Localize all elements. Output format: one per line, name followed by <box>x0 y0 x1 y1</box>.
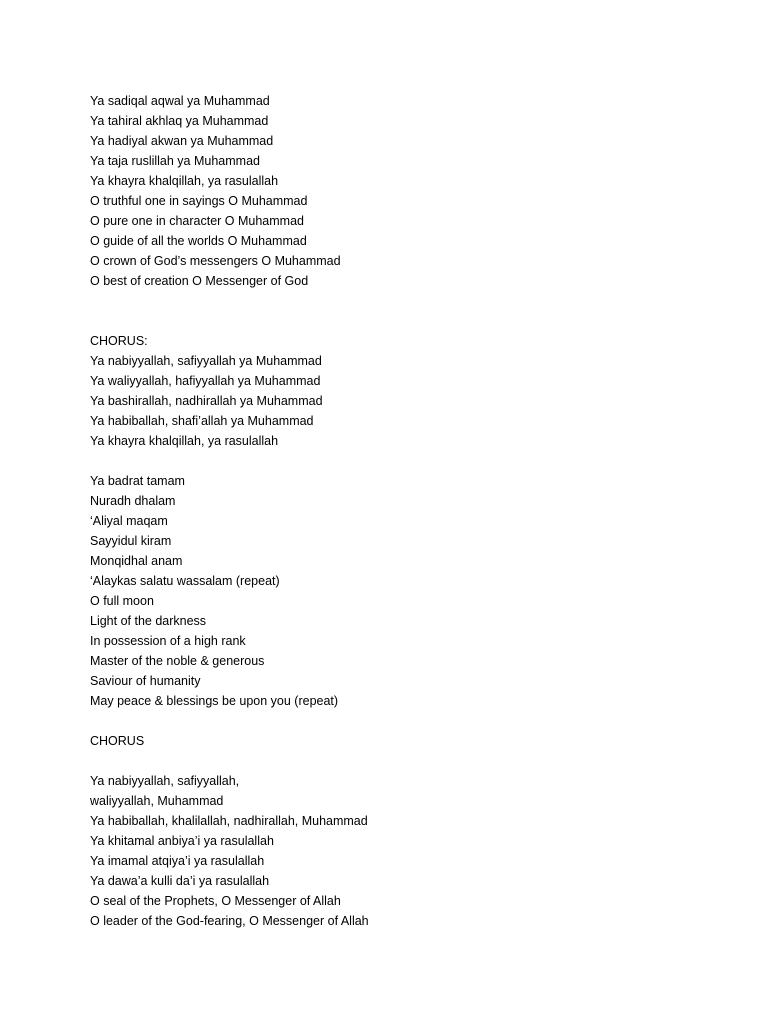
text-line: Ya badrat tamam <box>90 474 185 488</box>
text-line: Ya sadiqal aqwal ya Muhammad <box>90 94 270 108</box>
text-line: Ya khayra khalqillah, ya rasulallah <box>90 434 279 448</box>
text-line: Nuradh dhalam <box>90 494 176 508</box>
text-line: waliyyallah, Muhammad <box>90 794 224 808</box>
text-line: O crown of God’s messengers O Muhammad <box>90 254 341 268</box>
text-line: O truthful one in sayings O Muhammad <box>90 194 308 208</box>
text-line: Sayyidul kiram <box>90 534 172 548</box>
text-line: May peace & blessings be upon you (repeat) <box>90 694 339 708</box>
chorus-heading: CHORUS: <box>90 334 148 348</box>
text-line: Saviour of humanity <box>90 674 201 688</box>
text-line: Ya taja ruslillah ya Muhammad <box>90 154 260 168</box>
text-line: Light of the darkness <box>90 614 207 628</box>
text-line: In possession of a high rank <box>90 634 246 648</box>
text-line: O guide of all the worlds O Muhammad <box>90 234 307 248</box>
text-line: Ya imamal atqiya’i ya rasulallah <box>90 854 265 868</box>
text-line: Ya habiballah, khalilallah, nadhirallah, Muhammad <box>90 814 368 828</box>
text-line: O leader of the God-fearing, O Messenger of Allah <box>90 914 369 928</box>
text-line: Monqidhal anam <box>90 554 183 568</box>
text-line: O best of creation O Messenger of God <box>90 274 309 288</box>
text-line: Ya khayra khalqillah, ya rasulallah <box>90 174 279 188</box>
text-line: Master of the noble & generous <box>90 654 265 668</box>
chorus-heading: CHORUS <box>90 734 145 748</box>
text-line: Ya waliyyallah, hafiyyallah ya Muhammad <box>90 374 321 388</box>
text-line: Ya bashirallah, nadhirallah ya Muhammad <box>90 394 323 408</box>
text-line: Ya hadiyal akwan ya Muhammad <box>90 134 274 148</box>
text-line: Ya nabiyyallah, safiyyallah ya Muhammad <box>90 354 322 368</box>
text-line: O pure one in character O Muhammad <box>90 214 304 228</box>
text-line: O full moon <box>90 594 154 608</box>
text-line: ‘Aliyal maqam <box>90 514 168 528</box>
text-line: Ya tahiral akhlaq ya Muhammad <box>90 114 269 128</box>
text-line: Ya nabiyyallah, safiyyallah, <box>90 774 240 788</box>
text-line: O seal of the Prophets, O Messenger of Allah <box>90 894 341 908</box>
text-line: ‘Alaykas salatu wassalam (repeat) <box>90 574 280 588</box>
text-line: Ya dawa’a kulli da’i ya rasulallah <box>90 874 270 888</box>
text-line: Ya habiballah, shafi’allah ya Muhammad <box>90 414 314 428</box>
text-line: Ya khitamal anbiya’i ya rasulallah <box>90 834 274 848</box>
